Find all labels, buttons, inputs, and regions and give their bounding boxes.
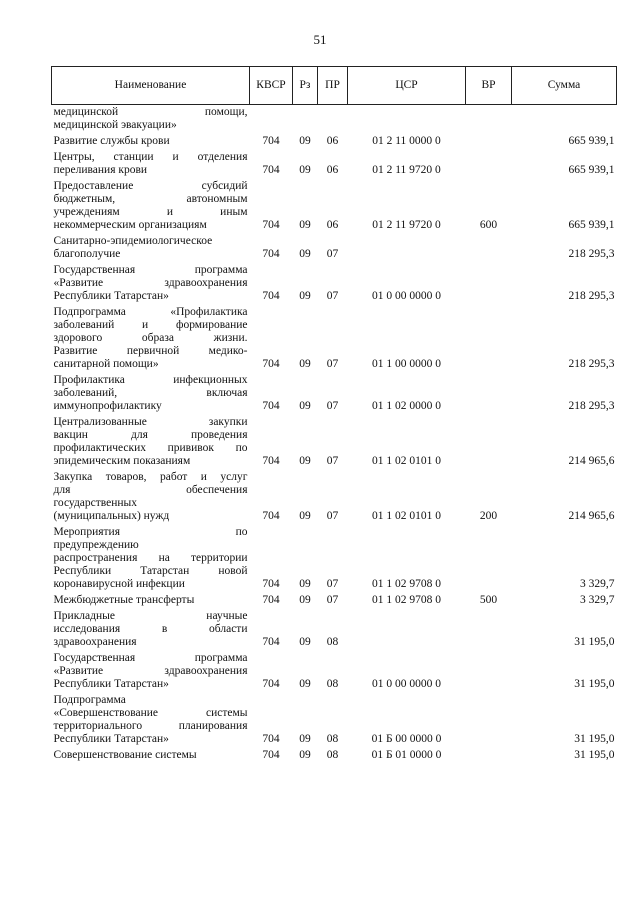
row-pr-cell: 07 (326, 248, 339, 260)
row-name-line: Профилактика инфекционных (53, 374, 248, 386)
header-csr: ЦСР (348, 67, 466, 105)
row-vr-cell (466, 305, 512, 373)
row-name-line: «Развитие здравоохранения (53, 277, 248, 289)
row-rz-cell: 09 (299, 455, 311, 467)
row-name-line: для обеспечения (53, 484, 248, 496)
row-name-cell (52, 693, 250, 748)
row-name-cell (52, 609, 250, 651)
row-name-cell (52, 373, 250, 415)
row-vr-cell (466, 373, 512, 415)
row-vr-cell (466, 693, 512, 748)
row-name-cell (52, 105, 250, 135)
row-name-line: предупреждению (53, 539, 139, 551)
row-sum-cell: 218 295,3 (568, 400, 615, 412)
row-name-line: эпидемическим показаниям (53, 455, 191, 467)
row-name-cell (52, 470, 250, 525)
row-name-line: Государственная программа (53, 264, 248, 276)
row-csr-cell: 01 0 00 0000 0 (372, 678, 441, 690)
header-rz: Рз (293, 67, 318, 105)
row-name-cell (52, 415, 250, 470)
row-kvsr-cell: 704 (262, 290, 280, 302)
row-name-line: бюджетным, автономным (53, 193, 248, 205)
row-name-line: медицинской помощи, (53, 106, 248, 118)
row-csr-cell (348, 234, 466, 263)
table-row (52, 415, 617, 470)
table-row (52, 748, 617, 764)
row-name-cell (52, 305, 250, 373)
row-rz-cell: 09 (299, 248, 311, 260)
row-csr-cell: 01 1 02 9708 0 (372, 578, 441, 590)
budget-table (51, 66, 617, 764)
page-number: 51 (313, 32, 327, 47)
row-kvsr-cell (250, 105, 293, 135)
row-kvsr-cell: 704 (262, 578, 280, 590)
row-name-line: Прикладные научные (53, 610, 248, 622)
row-vr-cell (466, 263, 512, 305)
row-vr-cell (466, 415, 512, 470)
row-kvsr-cell: 704 (262, 135, 280, 147)
row-rz-cell: 09 (299, 358, 311, 370)
table-row (52, 609, 617, 651)
row-csr-cell (348, 609, 466, 651)
row-vr-cell: 200 (479, 510, 498, 522)
row-sum-cell: 218 295,3 (568, 358, 615, 370)
row-name-line: исследования в области (53, 623, 248, 635)
row-name-line: государственных (53, 497, 138, 509)
row-kvsr-cell: 704 (262, 594, 280, 606)
row-sum-cell: 31 195,0 (574, 749, 615, 761)
row-name-cell (52, 593, 250, 609)
row-name-line: профилактических прививок по (53, 442, 248, 454)
row-rz-cell: 09 (299, 164, 311, 176)
row-name-line: иммунопрофилактику (53, 400, 162, 412)
row-rz-cell: 09 (299, 636, 311, 648)
header-name: Наименование (52, 67, 250, 105)
row-sum-cell: 218 295,3 (568, 290, 615, 302)
row-rz-cell: 09 (299, 578, 311, 590)
row-name-line: некоммерческим организациям (53, 219, 207, 231)
row-csr-cell: 01 2 11 9720 0 (372, 219, 441, 231)
row-pr-cell: 07 (326, 510, 339, 522)
row-vr-cell (466, 105, 512, 135)
header-pr: ПР (318, 67, 348, 105)
row-pr-cell: 06 (326, 164, 339, 176)
table-row (52, 105, 617, 135)
row-pr-cell (318, 105, 348, 135)
row-sum-cell: 665 939,1 (568, 135, 615, 147)
row-name-line: здравоохранения (53, 636, 137, 648)
row-name-line: Закупка товаров, работ и услуг (53, 471, 248, 483)
row-pr-cell: 07 (326, 455, 339, 467)
row-name-cell (52, 525, 250, 593)
row-sum-cell: 665 939,1 (568, 164, 615, 176)
row-csr-cell (348, 105, 466, 135)
header-kvsr: КВСР (250, 67, 293, 105)
row-sum-cell: 214 965,6 (568, 510, 615, 522)
row-pr-cell: 06 (326, 135, 339, 147)
row-pr-cell: 08 (326, 678, 339, 690)
row-csr-cell: 01 0 00 0000 0 (372, 290, 441, 302)
table-row (52, 150, 617, 179)
row-name-line: Предоставление субсидий (53, 180, 248, 192)
row-name-line: учреждениям и иным (53, 206, 248, 218)
row-pr-cell: 08 (326, 749, 339, 761)
row-rz-cell (293, 105, 318, 135)
row-name-line: заболеваний, включая (53, 387, 248, 399)
row-vr-cell: 600 (479, 219, 498, 231)
row-kvsr-cell: 704 (262, 749, 280, 761)
row-pr-cell: 07 (326, 290, 339, 302)
row-name-cell (52, 263, 250, 305)
row-csr-cell: 01 1 00 0000 0 (372, 358, 441, 370)
row-kvsr-cell: 704 (262, 678, 280, 690)
row-rz-cell: 09 (299, 733, 311, 745)
row-rz-cell: 09 (299, 749, 311, 761)
row-kvsr-cell: 704 (262, 400, 280, 412)
row-kvsr-cell: 704 (262, 219, 280, 231)
row-name-line: Централизованные закупки (53, 416, 248, 428)
row-name-line: здорового образа жизни. (53, 332, 248, 344)
table-row (52, 593, 617, 609)
row-csr-cell: 01 1 02 0101 0 (372, 455, 441, 467)
row-name-line: «Развитие здравоохранения (53, 665, 248, 677)
table-row (52, 134, 617, 150)
row-csr-cell: 01 Б 01 0000 0 (371, 749, 442, 761)
table-row (52, 305, 617, 373)
row-vr-cell (466, 748, 512, 764)
row-pr-cell: 07 (326, 358, 339, 370)
row-kvsr-cell: 704 (262, 358, 280, 370)
row-name-line: территориального планирования (53, 720, 248, 732)
row-name-line: медицинской эвакуации» (53, 119, 177, 131)
row-rz-cell: 09 (299, 510, 311, 522)
row-vr-cell (466, 609, 512, 651)
row-name-line: Центры, станции и отделения (53, 151, 248, 163)
row-sum-cell: 218 295,3 (568, 248, 615, 260)
row-sum-cell: 3 329,7 (580, 578, 615, 590)
table-row (52, 651, 617, 693)
row-name-cell (52, 150, 250, 179)
table-row (52, 525, 617, 593)
row-name-line: Республики Татарстан» (53, 678, 169, 690)
table-row (52, 470, 617, 525)
row-name-line: Государственная программа (53, 652, 248, 664)
row-csr-cell: 01 2 11 9720 0 (372, 164, 441, 176)
row-name-line: Межбюджетные трансферты (53, 594, 195, 606)
row-kvsr-cell: 704 (262, 510, 280, 522)
row-pr-cell: 08 (326, 733, 339, 745)
row-rz-cell: 09 (299, 290, 311, 302)
row-name-line: вакцин для проведения (53, 429, 248, 441)
row-vr-cell: 500 (479, 594, 498, 606)
table-body (52, 105, 617, 765)
row-kvsr-cell: 704 (262, 636, 280, 648)
row-csr-cell: 01 1 02 9708 0 (372, 594, 441, 606)
row-name-line: Мероприятия по (53, 526, 248, 538)
row-vr-cell (466, 651, 512, 693)
row-csr-cell: 01 1 02 0000 0 (372, 400, 441, 412)
row-sum-cell: 214 965,6 (568, 455, 615, 467)
row-name-cell (52, 134, 250, 150)
row-vr-cell (466, 150, 512, 179)
row-vr-cell (466, 234, 512, 263)
row-name-line: санитарной помощи» (53, 358, 159, 370)
row-name-cell (52, 234, 250, 263)
row-kvsr-cell: 704 (262, 455, 280, 467)
row-sum-cell: 3 329,7 (580, 594, 615, 606)
row-name-cell (52, 651, 250, 693)
row-kvsr-cell: 704 (262, 164, 280, 176)
row-name-line: Санитарно-эпидемиологическое (53, 235, 213, 247)
row-name-line: Подпрограмма «Профилактика (53, 306, 248, 318)
table-header-row (52, 67, 617, 105)
row-pr-cell: 07 (326, 578, 339, 590)
row-name-line: Подпрограмма (53, 694, 126, 706)
row-sum-cell: 31 195,0 (574, 733, 615, 745)
row-name-cell (52, 179, 250, 234)
row-rz-cell: 09 (299, 400, 311, 412)
row-sum-cell: 31 195,0 (574, 678, 615, 690)
row-name-line: Республики Татарстан» (53, 290, 169, 302)
row-sum-cell (512, 105, 617, 135)
row-kvsr-cell: 704 (262, 733, 280, 745)
row-vr-cell (466, 134, 512, 150)
row-kvsr-cell: 704 (262, 248, 280, 260)
row-pr-cell: 08 (326, 636, 339, 648)
row-csr-cell: 01 2 11 0000 0 (372, 135, 441, 147)
row-name-line: переливания крови (53, 164, 148, 176)
row-csr-cell: 01 1 02 0101 0 (372, 510, 441, 522)
row-name-line: распространения на территории (53, 552, 248, 564)
row-name-line: заболеваний и формирование (53, 319, 248, 331)
row-name-line: Совершенствование системы (53, 749, 197, 761)
row-name-cell (52, 748, 250, 764)
row-name-line: Развитие первичной медико- (53, 345, 248, 357)
row-rz-cell: 09 (299, 594, 311, 606)
header-sum: Сумма (512, 67, 617, 105)
row-sum-cell: 665 939,1 (568, 219, 615, 231)
row-name-line: Развитие службы крови (53, 135, 170, 147)
row-sum-cell: 31 195,0 (574, 636, 615, 648)
table-row (52, 179, 617, 234)
row-vr-cell (466, 525, 512, 593)
table-row (52, 693, 617, 748)
row-name-line: Республики Татарстан новой (53, 565, 248, 577)
row-rz-cell: 09 (299, 135, 311, 147)
table-row (52, 263, 617, 305)
table-row (52, 373, 617, 415)
row-name-line: «Совершенствование системы (53, 707, 248, 719)
row-name-line: (муниципальных) нужд (53, 510, 170, 522)
row-pr-cell: 06 (326, 219, 339, 231)
row-rz-cell: 09 (299, 678, 311, 690)
row-csr-cell: 01 Б 00 0000 0 (371, 733, 442, 745)
row-pr-cell: 07 (326, 400, 339, 412)
row-pr-cell: 07 (326, 594, 339, 606)
table-row (52, 234, 617, 263)
row-name-line: Республики Татарстан» (53, 733, 169, 745)
row-name-line: благополучие (53, 248, 121, 260)
row-rz-cell: 09 (299, 219, 311, 231)
row-name-line: коронавирусной инфекции (53, 578, 185, 590)
header-vr: ВР (466, 67, 512, 105)
